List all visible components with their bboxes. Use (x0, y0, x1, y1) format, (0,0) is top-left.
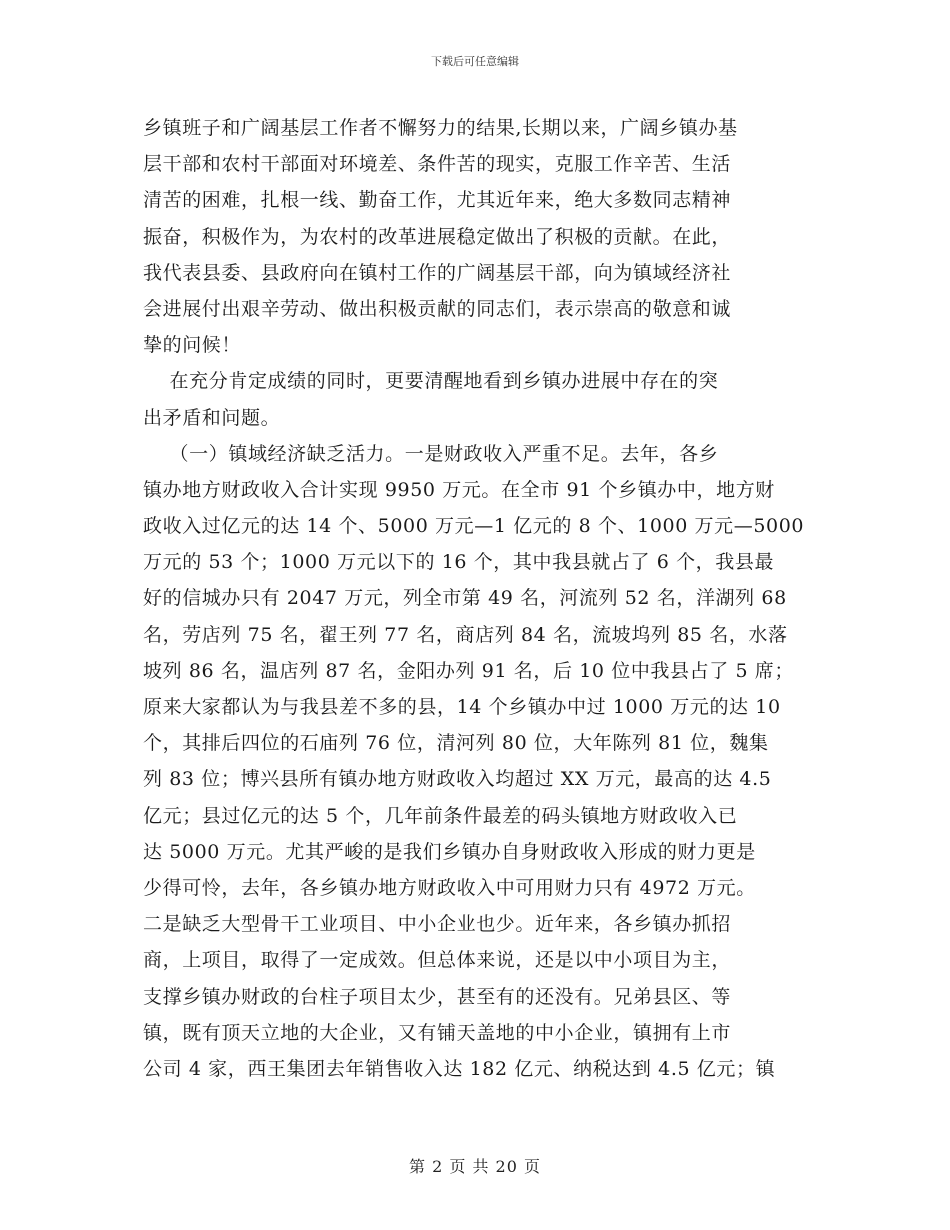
text-line: 好的信城办只有 2047 万元，列全市第 49 名，河流列 52 名，洋湖列 68 (143, 587, 787, 610)
text-line: 挚的问候！ (143, 334, 242, 357)
text-line: 支撑乡镇办财政的台柱子项目太少，甚至有的还没有。兄弟县区、等 (143, 985, 732, 1008)
text-line: 亿元；县过亿元的达 5 个，几年前条件最差的码头镇地方财政收入已 (143, 804, 738, 827)
text-line: （一）镇域经济缺乏活力。一是财政收入严重不足。去年，各乡 (143, 442, 719, 465)
text-line: 二是缺乏大型骨干工业项目、中小企业也少。近年来，各乡镇办抓招 (143, 913, 732, 936)
text-line: 会进展付出艰辛劳动、做出积极贡献的同志们，表示崇高的敬意和诚 (143, 297, 732, 320)
text-line: 名，劳店列 75 名，翟王列 77 名，商店列 84 名，流坡坞列 85 名，水落 (143, 623, 788, 646)
text-line: 镇，既有顶天立地的大企业，又有铺天盖地的中小企业，镇拥有上市 (143, 1021, 732, 1044)
text-line: 少得可怜，去年，各乡镇办地方财政收入中可用财力只有 4972 万元。 (143, 876, 756, 899)
page-header-note: 下载后可任意编辑 (431, 55, 519, 68)
text-line: 达 5000 万元。尤其严峻的是我们乡镇办自身财政收入形成的财力更是 (143, 840, 756, 863)
text-line: 在充分肯定成绩的同时，更要清醒地看到乡镇办进展中存在的突 (143, 370, 719, 393)
page-number-footer: 第 2 页 共 20 页 (409, 1157, 541, 1176)
document-body (143, 110, 807, 1087)
text-line: 我代表县委、县政府向在镇村工作的广阔基层干部，向为镇域经济社 (143, 261, 732, 284)
text-line: 公司 4 家，西王集团去年销售收入达 182 亿元、纳税达到 4.5 亿元；镇 (143, 1057, 776, 1080)
text-line: 清苦的困难，扎根一线、勤奋工作，尤其近年来，绝大多数同志精神 (143, 189, 732, 212)
text-line: 万元的 53 个；1000 万元以下的 16 个，其中我县就占了 6 个，我县最 (143, 551, 775, 574)
text-line: 层干部和农村干部面对环境差、条件苦的现实，克服工作辛苦、生活 (143, 153, 732, 176)
text-line: 振奋，积极作为，为农村的改革进展稳定做出了积极的贡献。在此， (143, 225, 732, 248)
text-line: 列 83 位；博兴县所有镇办地方财政收入均超过 XX 万元，最高的达 4.5 (143, 768, 772, 791)
text-line: 镇办地方财政收入合计实现 9950 万元。在全市 91 个乡镇办中，地方财 (143, 478, 775, 501)
text-line: 个，其排后四位的石庙列 76 位，清河列 80 位，大年陈列 81 位，魏集 (143, 732, 769, 755)
text-line: 乡镇班子和广阔基层工作者不懈努力的结果,长期以来，广阔乡镇办基 (143, 117, 738, 139)
text-line: 原来大家都认为与我县差不多的县，14 个乡镇办中过 1000 万元的达 10 (143, 696, 781, 718)
text-line: 坡列 86 名，温店列 87 名，金阳办列 91 名，后 10 位中我县占了 5 席； (143, 659, 794, 682)
text-line: 出矛盾和问题。 (143, 406, 281, 429)
text-line: 政收入过亿元的达 14 个、5000 万元—1 亿元的 8 个、1000 万元—5000 (143, 515, 805, 538)
text-line: 商，上项目，取得了一定成效。但总体来说，还是以中小项目为主， (143, 949, 732, 972)
